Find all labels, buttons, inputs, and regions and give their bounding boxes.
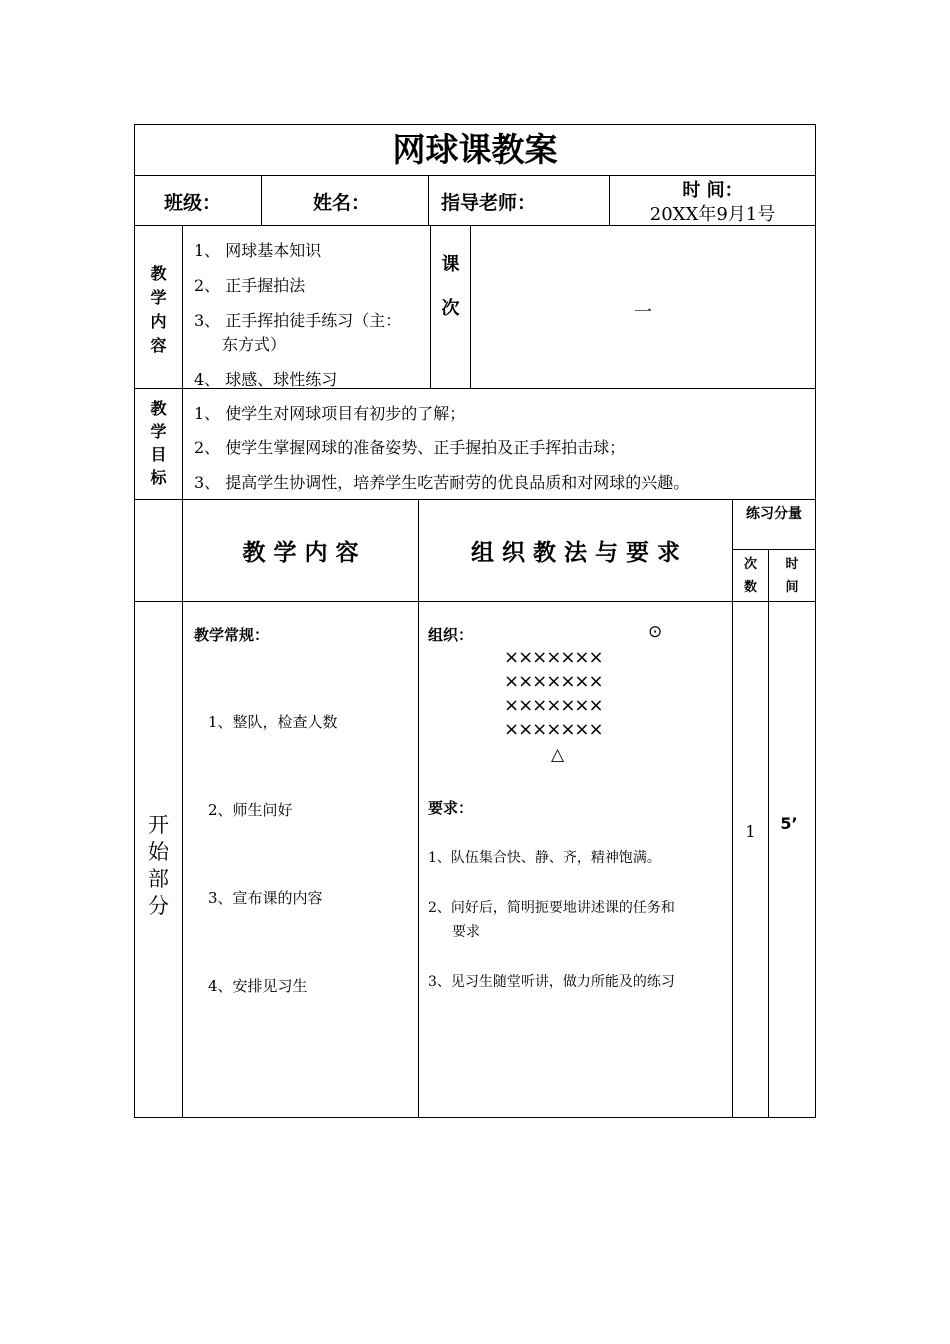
count-column-header: 次数 <box>744 557 758 595</box>
class-label: 班级： <box>164 192 222 214</box>
objective-item: 2、 使学生掌握网球的准备姿势、正手握拍及正手挥拍击球； <box>194 438 626 457</box>
method-column-header: 组 织 教 法 与 要 求 <box>470 540 681 566</box>
requirement-item: 2、问好后，简明扼要地讲述课的任务和 <box>428 900 675 916</box>
page-title: 网球课教案 <box>392 130 558 169</box>
col-line <box>428 175 429 226</box>
practice-column-header: 练习分量 <box>746 506 802 522</box>
row-line <box>134 499 816 500</box>
content-item: 东方式） <box>222 335 287 354</box>
requirement-item: 要求 <box>452 924 480 940</box>
organization-title: 组织： <box>428 626 474 644</box>
routine-item: 3、宣布课的内容 <box>208 889 323 907</box>
row-line <box>134 601 816 602</box>
time-label: 时 间： <box>682 180 743 201</box>
col-line <box>418 499 419 1118</box>
content-item: 1、 网球基本知识 <box>194 241 322 260</box>
content-column-header: 教 学 内 容 <box>242 540 359 566</box>
routine-item: 1、整队，检查人数 <box>208 713 338 731</box>
objective-item: 3、 提高学生协调性，培养学生吃苦耐劳的优良品质和对网球的兴趣。 <box>194 473 690 492</box>
col-line <box>768 549 769 1118</box>
content-item: 4、 球感、球性练习 <box>194 370 338 389</box>
row-line <box>732 549 816 550</box>
table-border-bottom <box>134 1117 816 1118</box>
teacher-label: 指导老师： <box>441 192 537 214</box>
objective-item: 1、 使学生对网球项目有初步的了解； <box>194 404 466 423</box>
requirements-title: 要求： <box>428 799 474 817</box>
lesson-label: 课次 <box>441 254 460 319</box>
table-border-top <box>134 124 816 125</box>
lesson-date: 20XX年9月1号 <box>649 204 776 225</box>
practice-count: 1 <box>745 822 756 841</box>
content-item: 3、 正手挥拍徒手练习（主： <box>194 311 402 330</box>
content-item: 2、 正手握拍法 <box>194 276 306 295</box>
teacher-position-icon: ⊙ <box>648 622 663 642</box>
name-label: 姓名： <box>313 192 371 214</box>
start-section-label: 开始部分 <box>148 813 169 918</box>
time-column-header: 时间 <box>785 557 799 595</box>
formation-row: ××××××× <box>504 647 603 668</box>
practice-time: 5’ <box>780 814 798 833</box>
routine-item: 2、师生问好 <box>208 801 293 819</box>
triangle-icon: △ <box>551 745 565 765</box>
formation-row: ××××××× <box>504 671 603 692</box>
routine-title: 教学常规： <box>194 626 270 644</box>
content-label: 教学内容 <box>150 264 167 355</box>
formation-row: ××××××× <box>504 719 603 740</box>
requirement-item: 3、见习生随堂听讲，做力所能及的练习 <box>428 974 675 990</box>
col-line <box>261 175 262 226</box>
formation-row: ××××××× <box>504 695 603 716</box>
routine-item: 4、安排见习生 <box>208 977 308 995</box>
lesson-number: 一 <box>634 302 652 323</box>
requirement-item: 1、队伍集合快、静、齐，精神饱满。 <box>428 850 661 866</box>
objectives-label: 教学目标 <box>150 399 167 487</box>
col-line <box>182 225 183 1118</box>
table-border-right <box>815 124 816 1118</box>
